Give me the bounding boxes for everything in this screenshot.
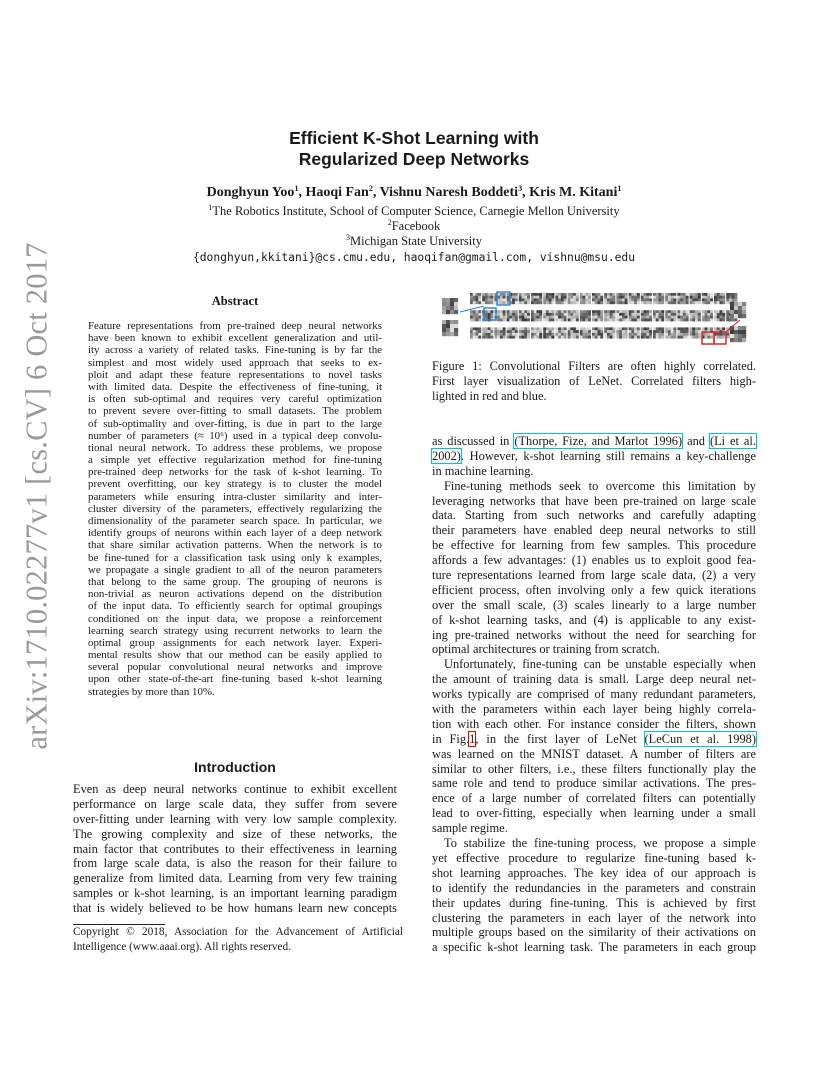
text-line: ing pre-trained networks without the need for searching for [432, 627, 756, 642]
text-line: was learned on the MNIST dataset. A number of filters are [432, 746, 756, 761]
text-line: shot learning approaches. The key idea of our approach is [432, 865, 756, 880]
text-line: have been known to exhibit excellent generalization and util- [88, 332, 382, 345]
input-digit-tile [442, 320, 458, 336]
filter-tile [677, 327, 688, 338]
filter-tile [543, 327, 554, 338]
filter-tile [665, 327, 676, 338]
filter-tile [641, 327, 652, 338]
text-line: a specific k-shot learning task. The parameters in each group [432, 940, 756, 955]
filter-tile [470, 293, 481, 304]
filter-tile [531, 310, 542, 321]
text-line [432, 449, 756, 464]
text-line: in machine learning. [432, 463, 534, 478]
text-line: from large scale data, is also the reason for their failure to [73, 856, 397, 871]
abstract-body [88, 320, 382, 698]
filter-tile [592, 310, 603, 321]
text-line: the amount of training data is small. Large deep neural net- [432, 672, 756, 687]
affiliation-text: The Robotics Institute, School of Computer Science, Carnegie Mellon University [212, 204, 620, 218]
affiliation [0, 219, 828, 234]
text-line: we propagate a single gradient to all of the neuron parameters [88, 563, 382, 576]
filter-tile [482, 293, 493, 304]
author-name: Haoqi Fan [305, 185, 369, 200]
author-name: Kris M. Kitani [529, 185, 618, 200]
text-line: affords a few advantages: (1) enables us to exploit good fea- [432, 553, 756, 568]
output-feature-tile [730, 302, 746, 318]
text-line: Intelligence (www.aaai.org). All rights reserved. [73, 940, 292, 953]
arxiv-stamp-text: arXiv:1710.02277v1 [cs.CV] 6 Oct 2017 [19, 242, 54, 750]
text-line: over the small scale, (3) scales linearly to a large number [432, 597, 756, 612]
title-line: Regularized Deep Networks [298, 149, 530, 169]
text-line: same role and tend to produce similar activations. The pres- [432, 776, 756, 791]
filter-tile [568, 310, 579, 321]
text-line: ity across a variety of related tasks. Fine-tuning is by far the [88, 344, 382, 357]
filter-tile [714, 327, 725, 338]
figure-1-caption [432, 359, 756, 404]
text-line: upon other state-of-the-art fine-tuning based k-shot learning [88, 673, 382, 686]
text-line: lighted in red and blue. [432, 388, 547, 403]
text-line: tion with each other. For instance consider the filters, shown [432, 716, 756, 731]
text-line: mental results show that our method can be easily applied to [88, 649, 382, 662]
filter-tile [616, 293, 627, 304]
text-line: sample regime. [432, 821, 508, 836]
filter-tile [641, 310, 652, 321]
filter-tile [519, 310, 530, 321]
filter-tile [641, 293, 652, 304]
filter-tile [507, 293, 518, 304]
text-line: is often sub-optimal and requires very careful optimization [88, 393, 382, 406]
citation-link[interactable]: 2002) [432, 448, 461, 463]
text-line: their parameters have enabled deep neural networks to still [432, 523, 756, 538]
text-line: dimensionality of the parameter search space. In particular, we [88, 515, 382, 527]
text-line: yet effective procedure to regularize fine-tuning based k- [432, 850, 756, 865]
text-line: over-fitting under learning with very low sample complexity. [73, 811, 397, 826]
affiliation-mark: 3 [346, 233, 351, 242]
text-line: efficient process, often involving only a few quick iterations [432, 582, 756, 597]
citation-link[interactable]: (Li et al. [709, 434, 756, 448]
text-line: parameters while ensuring intra-cluster similarity and inter- [88, 490, 382, 503]
text-fragment: , in the first layer of LeNet [475, 731, 645, 746]
paragraph [432, 747, 756, 836]
filter-tile [507, 310, 518, 321]
text-line: simplest and most widely used approach that seeks to ex- [88, 356, 382, 369]
text-line: multiple groups based on the similarity of their activations on [432, 925, 756, 940]
text-line: data. Starting from such networks and carefully adapting [432, 508, 756, 523]
introduction-heading: Introduction [194, 759, 276, 775]
author-list: Donghyun Yoo$^1$, Haoqi Fan$^2$, Vishnu Naresh Boddeti$^3$, Kris M. Kitani$^1$ [206, 184, 622, 200]
text-line: of sub-optimality and over-fitting, is due in part to the large [88, 417, 382, 430]
paragraph [432, 836, 756, 955]
author-mark: 1 [617, 184, 622, 193]
text-line: works typically are comprised of many redundant parameters, [432, 687, 756, 702]
text-line: be fine-tuned for a classification task using only k examples, [88, 551, 382, 564]
filter-tile [482, 327, 493, 338]
filter-tile [470, 310, 481, 321]
filter-tile [690, 293, 701, 304]
text-line: Feature representations from pre-trained deep neural networks [88, 320, 382, 332]
filter-tile [543, 293, 554, 304]
text-line: to identify the redundancies in the parameters and constrain [432, 880, 756, 895]
abstract-heading: Abstract [211, 294, 259, 308]
text-fragment: in Fig. [432, 731, 470, 746]
filter-tile [494, 293, 505, 304]
text-line: their updates during fine-tuning. This is achieved by first [432, 895, 756, 910]
text-line: lead to over-fitting, especially when learning under a small [432, 806, 756, 821]
filter-tile [580, 327, 591, 338]
filter-tile [555, 327, 566, 338]
author-name: Vishnu Naresh Boddeti [379, 185, 519, 200]
filter-tile [677, 310, 688, 321]
text-fragment: . However, k-shot learning still remains a key-challenge [460, 448, 756, 463]
text-line: conditioned on the input data, we propose a reinforcement [88, 612, 382, 625]
output-feature-tile [730, 326, 746, 342]
introduction-body [73, 782, 397, 916]
author-emails[interactable]: {donghyun,kkitani}@cs.cmu.edu, haoqifan@gmail.com, vishnu@msu.edu [192, 251, 636, 264]
text-line: Unfortunately, fine-tuning can be unstable especially when [444, 657, 756, 672]
filter-tile [519, 327, 530, 338]
filter-tile [702, 327, 713, 338]
affiliation-text: Michigan State University [350, 234, 482, 248]
text-line: generalize from limited data. Learning from very few training [73, 871, 397, 886]
text-line: ture representations learned from large scale data, (2) a very [432, 568, 756, 583]
affiliation [0, 234, 828, 249]
filter-tile [543, 310, 554, 321]
text-line: several popular convolutional neural networks and improve [88, 661, 382, 674]
text-line: learning search strategy using recurrent networks to learn the [88, 624, 382, 637]
text-line: tional neural network. To address these problems, we propose [88, 441, 382, 454]
text-line: of k-shot learning tasks, and (4) is applicable to any exist- [432, 612, 756, 627]
filter-tile [714, 293, 725, 304]
filter-tile [653, 310, 664, 321]
filter-tile [531, 293, 542, 304]
text-line: performance on large scale data, they suffer from severe [73, 796, 397, 811]
filter-tile [580, 293, 591, 304]
text-line [432, 732, 756, 747]
author-name: Donghyun Yoo [206, 185, 295, 200]
text-line: clustering the parameters in each layer of the network into [432, 910, 756, 925]
author-mark: 3 [518, 184, 523, 193]
text-line: cluster diversity of the parameters, effectively regularizing the [88, 502, 382, 515]
text-line: that belong to the same group. The grouping of neurons is [88, 575, 382, 588]
text-line: main factor that contributes to their effectiveness in learning [73, 841, 397, 856]
author-mark: 1 [294, 184, 299, 193]
text-line: with the parameters within each layer being highly correla- [432, 702, 756, 717]
affiliation-mark: 2 [387, 218, 392, 227]
text-line: a simple yet effective regularization method for fine-tuning [88, 454, 382, 467]
text-line: of the input data. To efficiently search for optimal groupings [88, 600, 382, 613]
filter-tile [629, 293, 640, 304]
text-line: Figure 1: Convolutional Filters are often highly correlated. [432, 359, 756, 373]
citation-link[interactable]: (LeCun et al. 1998) [644, 731, 756, 746]
text-line: Fine-tuning methods seek to overcome this limitation by [444, 478, 756, 493]
affiliation-text: Facebook [391, 219, 441, 233]
text-line: optimal architectures or training from scratch. [432, 642, 660, 657]
filter-tile [653, 293, 664, 304]
text-line: that share similar activation patterns. When the network is to [88, 539, 382, 552]
text-line: non-trivial as neuron activations depend on the distribution [88, 588, 382, 601]
filter-tile [555, 293, 566, 304]
text-line: strategies by more than 10%. [88, 685, 215, 698]
text-line: similar to other filters, i.e., these filters functionally play the [432, 761, 756, 776]
affiliation [0, 204, 828, 219]
filter-tile [690, 310, 701, 321]
text-line: First layer visualization of LeNet. Correlated filters high- [432, 373, 756, 388]
text-line: Even as deep neural networks continue to exhibit excellent [73, 782, 397, 796]
filter-tile [629, 310, 640, 321]
text-line: identify groups of neurons within each layer of a deep network [88, 527, 382, 540]
text-line: be effective for learning from few samples. This procedure [432, 538, 756, 553]
input-digit-tile [442, 298, 458, 314]
figure-1-filter-visualization [440, 290, 752, 350]
text-fragment: as discussed in [432, 434, 515, 448]
citation-link[interactable]: (Thorpe, Fize, and Marlot 1996) [514, 434, 683, 448]
filter-tile [702, 310, 713, 321]
filter-tile [665, 310, 676, 321]
filter-tile [690, 327, 701, 338]
text-line: to prevent severe over-fitting to small datasets. The problem [88, 405, 382, 418]
filter-tile [507, 327, 518, 338]
text-line: optimal group assignments for each network layer. Experi- [88, 636, 382, 649]
filter-tile [677, 293, 688, 304]
text-line: Copyright © 2018, Association for the Advancement of Artificial [73, 926, 403, 938]
text-line: pre-trained deep networks for the task of k-shot learning. To [88, 466, 382, 479]
filter-tile [665, 293, 676, 304]
text-line: ploit and adapt these feature representations to novel tasks [88, 368, 382, 381]
filter-tile [555, 310, 566, 321]
filter-tile [604, 310, 615, 321]
filter-tile [470, 327, 481, 338]
filter-tile [604, 327, 615, 338]
filter-tile [580, 310, 591, 321]
filter-tile [616, 327, 627, 338]
text-line: that is widely believed to be how humans learn new concepts [73, 901, 397, 916]
author-mark: 2 [368, 184, 373, 193]
paragraph [432, 479, 756, 658]
text-line: ence of a large number of correlated filters can potentially [432, 791, 756, 806]
affiliation-mark: 1 [208, 203, 213, 212]
figure-reference-link[interactable]: 1 [469, 731, 476, 746]
right-column-body [432, 434, 756, 955]
text-line: with limited data. Despite the effectiveness of fine-tuning, it [88, 380, 382, 393]
paragraph [432, 657, 756, 731]
filter-tile [714, 310, 725, 321]
text-line: samples or k-shot learning, is an important learning paradigm [73, 886, 397, 901]
filter-tile [702, 293, 713, 304]
filter-tile [653, 327, 664, 338]
text-fragment: and [682, 434, 710, 448]
text-line: The growing complexity and size of these networks, the [73, 826, 397, 841]
filter-tile [568, 293, 579, 304]
filter-tile [568, 327, 579, 338]
text-line: number of parameters (≈ 10⁶) used in a typical deep convolu- [88, 429, 382, 442]
title-line: Efficient K-Shot Learning with [289, 128, 539, 148]
filter-tile [494, 327, 505, 338]
filter-tile [519, 293, 530, 304]
text-line [432, 434, 756, 449]
text-line: To stabilize the fine-tuning process, we propose a simple [444, 836, 756, 851]
arxiv-stamp [14, 242, 60, 750]
text-line: prevent overfitting, our key strategy is to cluster the model [88, 478, 382, 491]
filter-tile [604, 293, 615, 304]
filter-tile [592, 293, 603, 304]
copyright-notice [73, 925, 403, 954]
paper-title [0, 128, 828, 170]
filter-tile [629, 327, 640, 338]
text-line: leveraging networks that have been pre-trained on large scale [432, 493, 756, 508]
filter-tile [592, 327, 603, 338]
filter-tile [616, 310, 627, 321]
filter-tile [531, 327, 542, 338]
